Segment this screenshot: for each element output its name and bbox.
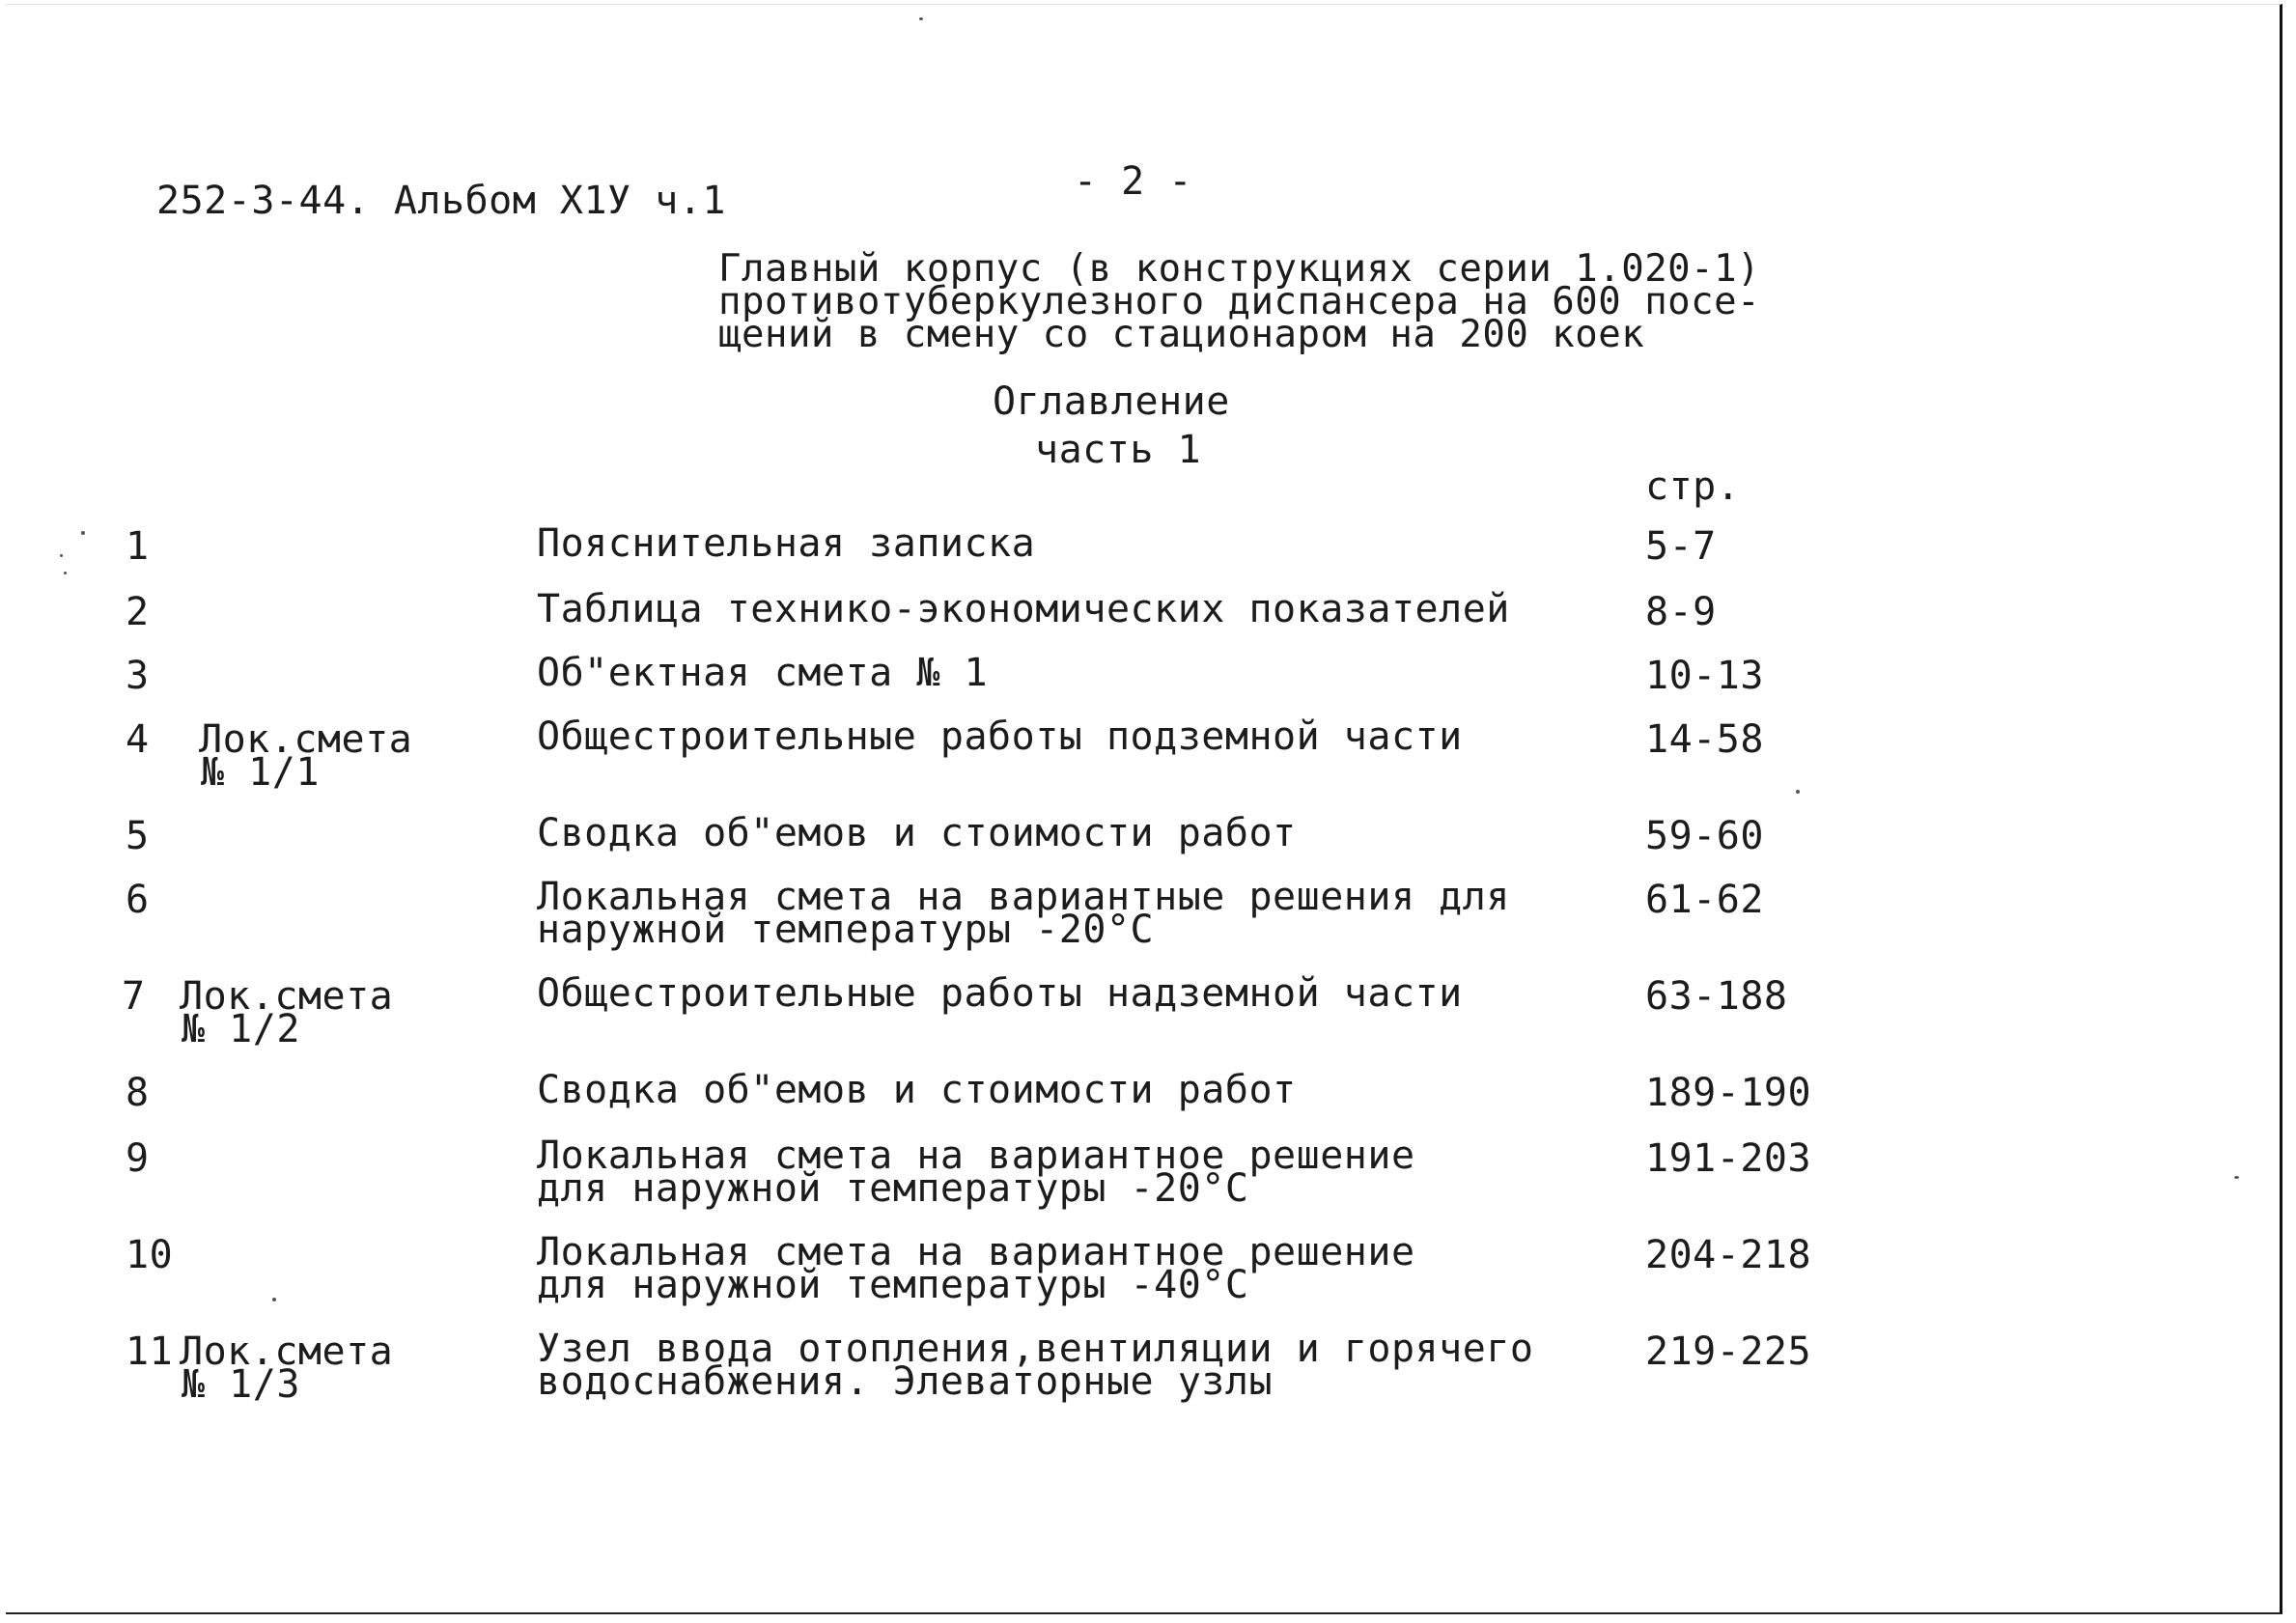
toc-row-number: 10 xyxy=(126,1233,174,1277)
document-title-line-2: противотуберкулезного диспансера на 600 посе- xyxy=(718,280,1761,323)
toc-row-title: Общестроительные работы надземной части xyxy=(537,971,1463,1016)
toc-row-title: наружной температуры -20°С xyxy=(537,908,1155,952)
toc-row-pages: 63-188 xyxy=(1645,974,1788,1019)
toc-row-pages: 189-190 xyxy=(1645,1071,1812,1115)
toc-row-title: водоснабжения. Элеваторные узлы xyxy=(537,1359,1274,1404)
toc-row-pages: 59-60 xyxy=(1645,814,1764,858)
toc-row-title: Пояснительная записка xyxy=(537,521,1036,566)
document-title-line-1: Главный корпус (в конструкциях серии 1.020-1) xyxy=(718,247,1761,291)
toc-row-pages: 219-225 xyxy=(1645,1329,1812,1374)
toc-row-pages: 10-13 xyxy=(1645,654,1764,698)
toc-row-number: 2 xyxy=(126,590,150,634)
toc-row-title: для наружной температуры -40°С xyxy=(537,1263,1249,1307)
toc-row-pages: 5-7 xyxy=(1645,524,1717,569)
toc-row-number: 7 xyxy=(122,974,146,1019)
toc-row-estimate-label: Лок.смета xyxy=(180,974,394,1019)
toc-row-title: Локальная смета на вариантное решение xyxy=(537,1133,1415,1178)
toc-row-pages: 14-58 xyxy=(1645,717,1764,762)
scan-speck xyxy=(272,1298,276,1301)
toc-row-title: Об"ектная смета № 1 xyxy=(537,651,989,695)
part-heading: часть 1 xyxy=(1035,428,1202,472)
toc-row-number: 5 xyxy=(126,814,150,858)
pages-column-header: стр. xyxy=(1645,464,1741,509)
toc-row-estimate-number: № 1/2 xyxy=(182,1007,300,1051)
document-title-line-3: щений в смену со стационаром на 200 коек xyxy=(718,313,1645,356)
toc-row-title: Общестроительные работы подземной части xyxy=(537,714,1463,759)
toc-row-pages: 61-62 xyxy=(1645,878,1764,922)
toc-row-estimate-number: № 1/3 xyxy=(182,1362,300,1407)
toc-row-number: 4 xyxy=(126,717,150,762)
scan-speck xyxy=(919,17,923,20)
toc-row-title: Локальная смета на вариантное решение xyxy=(537,1230,1415,1274)
scan-speck xyxy=(64,572,67,574)
toc-row-estimate-label: Лок.смета xyxy=(180,1329,394,1374)
toc-row-title: Узел ввода отопления,вентиляции и горячего xyxy=(537,1327,1534,1371)
toc-row-title: Сводка об"емов и стоимости работ xyxy=(537,1068,1297,1112)
toc-row-number: 8 xyxy=(126,1071,150,1115)
toc-row-pages: 204-218 xyxy=(1645,1233,1812,1277)
toc-row-number: 3 xyxy=(126,654,150,698)
toc-row-number: 9 xyxy=(126,1136,150,1181)
toc-row-number: 11 xyxy=(126,1329,174,1374)
toc-row-number: 6 xyxy=(126,878,150,922)
toc-row-pages: 8-9 xyxy=(1645,590,1717,634)
toc-row-title: Таблица технико-экономических показателей xyxy=(537,587,1510,631)
page-number: - 2 - xyxy=(1074,159,1192,204)
toc-row-number: 1 xyxy=(126,524,150,569)
document-code: 252-3-44. Альбом Х1У ч.1 xyxy=(156,179,726,223)
scan-speck xyxy=(81,531,85,535)
toc-row-title: Локальная смета на вариантные решения для xyxy=(537,875,1510,919)
scan-speck xyxy=(2234,1176,2239,1179)
toc-row-title: для наружной температуры -20°С xyxy=(537,1166,1249,1211)
toc-heading: Оглавление xyxy=(993,379,1230,424)
toc-row-title: Сводка об"емов и стоимости работ xyxy=(537,811,1297,855)
scan-speck xyxy=(1796,790,1800,794)
toc-row-pages: 191-203 xyxy=(1645,1136,1812,1181)
scan-speck xyxy=(60,554,63,557)
toc-row-estimate-number: № 1/1 xyxy=(201,750,320,795)
toc-row-estimate-label: Лок.смета xyxy=(199,717,413,762)
